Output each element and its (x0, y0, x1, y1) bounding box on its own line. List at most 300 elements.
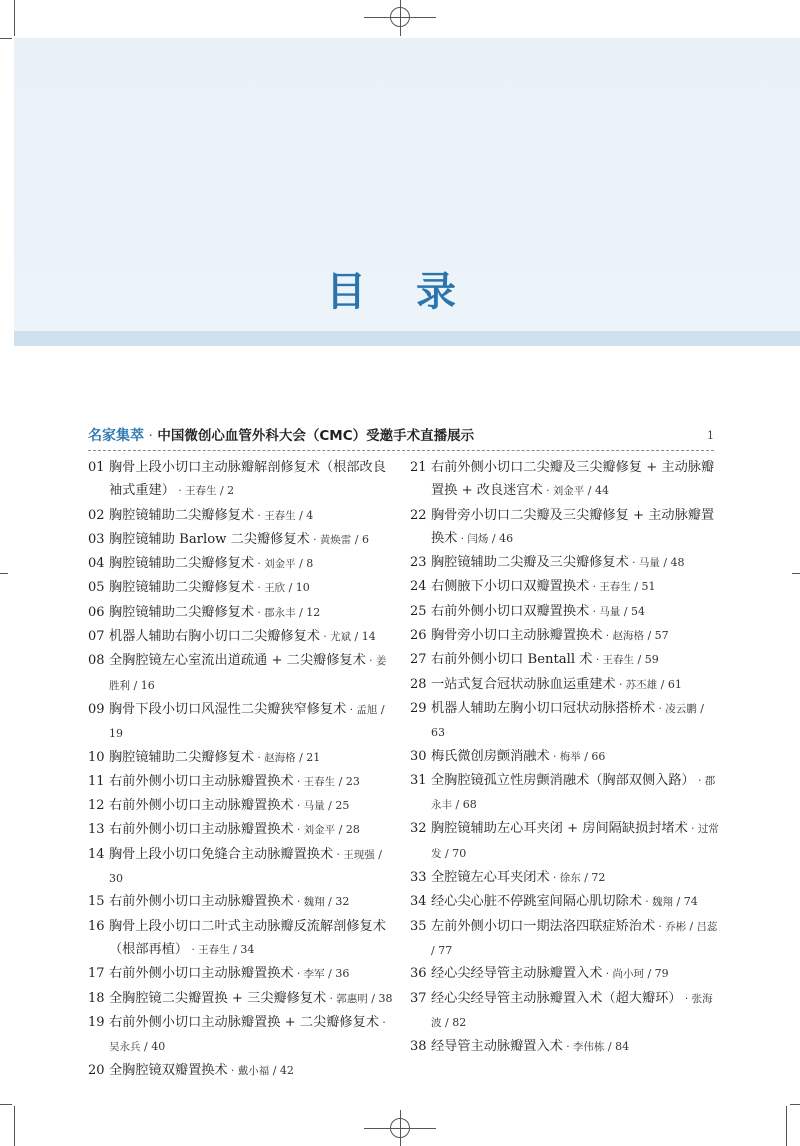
entry-page: 32 (335, 895, 350, 909)
entry-slash: / (335, 823, 346, 837)
entry-number: 14 (88, 846, 105, 862)
entry-page: 68 (462, 798, 477, 812)
entry-page: 2 (227, 484, 235, 498)
toc-entry (410, 600, 720, 624)
entry-text (431, 551, 720, 575)
entry-text (109, 818, 394, 842)
entry-text (109, 1011, 394, 1060)
entry-title: 左前外侧小切口一期法洛四联症矫治术 (431, 918, 656, 934)
entry-slash: / (324, 799, 336, 813)
entry-number: 30 (410, 748, 427, 764)
entry-title: 胸腔镜辅助二尖瓣及三尖瓣修复术 (431, 555, 629, 571)
toc-entry (410, 769, 720, 818)
entry-page: 66 (591, 749, 606, 763)
entry-number: 26 (410, 628, 427, 644)
entry-title: 一站式复合冠状动脉血运重建术 (431, 676, 616, 692)
entry-text (431, 962, 720, 986)
entry-separator: · (293, 775, 304, 788)
entry-separator: · (549, 872, 560, 885)
entry-author: 凌云鹏 (665, 702, 697, 715)
entry-separator: · (589, 581, 600, 594)
entry-author: 王春生 (198, 943, 230, 956)
entry-number: 34 (410, 894, 427, 910)
entry-author: 梅举 (559, 750, 581, 763)
entry-title: 右前外侧小切口主动脉瓣置换术 (109, 894, 294, 910)
entry-separator: · (589, 605, 600, 618)
entry-slash: / (452, 798, 463, 812)
entry-slash: / (295, 508, 307, 522)
entry-separator: · (254, 582, 265, 595)
toc-entry (88, 1059, 394, 1083)
entry-text (109, 890, 394, 914)
section-separator: · (148, 428, 153, 444)
entry-page: 72 (591, 871, 606, 885)
entry-separator: · (642, 896, 653, 909)
entry-slash: / (584, 484, 595, 498)
entry-separator: · (457, 532, 468, 545)
entry-page: 4 (306, 508, 314, 522)
entry-separator: · (655, 702, 666, 715)
entry-author: 王春生 (599, 581, 631, 594)
entry-text (431, 575, 720, 599)
entry-number: 36 (410, 966, 427, 982)
entry-author: 王春生 (602, 654, 634, 667)
entry-number: 25 (410, 603, 427, 619)
section-title: 中国微创心血管外科大会（CMC）受邀手术直播展示 (157, 428, 475, 444)
entry-author: 尤斌 (330, 631, 352, 644)
toc-entry (88, 890, 394, 914)
toc-entry (410, 987, 720, 1036)
entry-text (431, 1035, 720, 1059)
entry-page: 48 (670, 556, 685, 570)
entry-author: 马量 (303, 800, 325, 813)
entry-title: 胸骨上段小切口免缝合主动脉瓣置换术 (109, 846, 334, 862)
entry-text (431, 817, 720, 866)
entry-slash: / (324, 967, 336, 981)
toc-entry (88, 456, 394, 504)
crop-mark (0, 38, 12, 39)
entry-number: 16 (88, 918, 105, 934)
toc-entry (88, 818, 394, 842)
entry-slash: / (269, 1064, 280, 1078)
entry-text (431, 769, 720, 818)
entry-author: 马量 (638, 557, 660, 570)
entry-number: 27 (410, 652, 427, 668)
entry-text (109, 746, 394, 770)
entry-author: 王春生 (184, 485, 217, 498)
entry-author: 过常发 (431, 823, 719, 860)
entry-text (431, 697, 720, 745)
entry-page: 38 (378, 991, 393, 1005)
entry-number: 31 (410, 772, 427, 788)
entry-text (431, 890, 720, 914)
entry-slash: / (488, 531, 500, 545)
entry-slash: / (696, 701, 704, 715)
toc-entry (410, 817, 720, 866)
entry-number: 02 (88, 507, 105, 523)
entry-title: 胸腔镜辅助二尖瓣修复术 (109, 604, 255, 620)
entry-number: 33 (410, 870, 427, 886)
entry-slash: / (367, 991, 379, 1005)
entry-author: 郡永丰 (431, 774, 716, 812)
entry-slash: / (659, 556, 671, 570)
entry-page: 82 (452, 1015, 467, 1029)
entry-text (431, 624, 720, 648)
entry-title: 右前外侧小切口二尖瓣及三尖瓣修复 + 主动脉瓣置换 + 改良迷宫术 (431, 460, 715, 499)
entry-title: 全胸腔镜孤立性房颤消融术（胸部双侧入路） (431, 772, 695, 788)
toc-entry (88, 698, 394, 746)
entry-title: 胸腔镜辅助二尖瓣修复术 (109, 507, 255, 523)
entry-author: 刘金平 (552, 485, 585, 498)
entry-text (431, 987, 720, 1036)
entry-separator: · (326, 992, 337, 1005)
section-page-number: 1 (707, 429, 714, 442)
entry-slash: / (216, 484, 228, 498)
entry-slash: / (441, 1015, 453, 1029)
entry-text (109, 456, 394, 504)
entry-title: 胸腔镜辅助 Barlow 二尖瓣修复术 (109, 531, 310, 547)
entry-number: 06 (88, 604, 105, 620)
entry-separator: · (333, 848, 344, 861)
header-strip (14, 331, 800, 346)
entry-slash: / (580, 749, 592, 763)
entry-page: 70 (452, 846, 467, 860)
entry-author: 赵海格 (612, 630, 644, 643)
entry-page: 79 (654, 967, 669, 981)
entry-slash: / (229, 942, 241, 956)
entry-author: 戴小福 (237, 1065, 270, 1078)
entry-number: 05 (88, 580, 105, 596)
entry-title: 经心尖心脏不停跳室间隔心肌切除术 (431, 894, 642, 910)
entry-title: 右前外侧小切口主动脉瓣置换 + 二尖瓣修复术 (109, 1014, 379, 1030)
toc-entry (410, 745, 720, 769)
entry-author: 郭惠明 (336, 992, 368, 1005)
entry-separator: · (188, 943, 199, 956)
entry-author: 赵海格 (264, 751, 296, 764)
entry-slash: / (580, 871, 592, 885)
toc-entry (88, 987, 394, 1011)
toc-entry (410, 890, 720, 914)
entry-author: 李军 (303, 968, 325, 981)
entry-number: 13 (88, 822, 105, 838)
entry-separator: · (254, 509, 265, 522)
entry-author: 徐东 (559, 872, 581, 885)
toc-entry (88, 649, 394, 698)
entry-author: 张海波 (431, 992, 713, 1029)
entry-separator: · (694, 774, 705, 787)
toc-entry (88, 1011, 394, 1060)
entry-title: 机器人辅助左胸小切口冠状动脉搭桥术 (431, 700, 656, 716)
entry-text (109, 915, 394, 963)
entry-page: 84 (615, 1040, 630, 1054)
entry-text (109, 698, 394, 746)
entry-slash: / (324, 895, 336, 909)
entry-number: 29 (410, 700, 427, 716)
entry-slash: / (377, 702, 385, 716)
entry-separator: · (254, 558, 265, 571)
entry-slash: / (130, 678, 141, 692)
entry-separator: · (681, 992, 692, 1005)
entry-text (431, 600, 720, 624)
entry-page: 34 (240, 942, 255, 956)
entry-number: 23 (410, 555, 427, 571)
entry-slash: / (634, 653, 645, 667)
toc-entry (88, 962, 394, 986)
entry-author: 王春生 (264, 509, 296, 522)
entry-author: 魏翔 (652, 896, 674, 909)
entry-title: 右侧腋下小切口双瓣置换术 (431, 579, 590, 595)
entry-slash: / (335, 774, 346, 788)
entry-separator: · (309, 533, 320, 546)
entry-title: 经导管主动脉瓣置入术 (431, 1039, 563, 1055)
entry-title: 右前外侧小切口主动脉瓣置换术 (109, 798, 294, 814)
entry-number: 04 (88, 556, 105, 572)
entry-page: 19 (109, 727, 123, 741)
entry-page: 30 (109, 872, 123, 886)
crop-mark (14, 1106, 15, 1146)
entry-text (109, 962, 394, 986)
entry-text (109, 794, 394, 818)
entry-number: 18 (88, 990, 105, 1006)
crop-mark (14, 0, 15, 36)
entry-title: 胸骨上段小切口二叶式主动脉瓣反流解剖修复术（根部再植） (109, 918, 386, 957)
entry-page: 44 (594, 484, 609, 498)
entry-author: 王春生 (303, 775, 336, 788)
entry-title: 胸腔镜辅助二尖瓣修复术 (109, 580, 255, 596)
entry-slash: / (441, 846, 453, 860)
toc-left-column (88, 456, 394, 1084)
entry-separator: · (592, 654, 603, 667)
entry-page: 46 (499, 531, 514, 545)
entry-text (109, 625, 394, 649)
entry-page: 42 (279, 1064, 294, 1078)
entry-slash: / (351, 532, 362, 546)
entry-page: 8 (306, 557, 314, 571)
entry-text (431, 745, 720, 769)
entry-separator: · (655, 920, 666, 933)
toc-entry (410, 962, 720, 986)
toc-entry (410, 648, 720, 672)
entry-slash: / (643, 967, 655, 981)
entry-slash: / (620, 604, 631, 618)
entry-page: 77 (438, 943, 453, 957)
entry-separator: · (628, 557, 639, 570)
toc-entry (88, 746, 394, 770)
entry-page: 23 (345, 774, 360, 788)
entry-author: 马量 (599, 605, 621, 618)
entry-separator: · (174, 485, 185, 498)
toc-entry (410, 504, 720, 552)
entry-author: 黄焕雷 (319, 533, 352, 546)
entry-number: 38 (410, 1039, 427, 1055)
entry-separator: · (254, 606, 265, 619)
entry-slash: / (604, 1040, 616, 1054)
entry-title: 经心尖经导管主动脉瓣置入术（超大瓣环） (431, 990, 682, 1006)
entry-number: 20 (88, 1063, 105, 1079)
crop-mark (792, 573, 800, 574)
entry-title: 胸骨下段小切口风湿性二尖瓣狭窄修复术 (109, 701, 347, 717)
entry-number: 12 (88, 798, 105, 814)
entry-page: 63 (431, 726, 445, 740)
entry-slash: / (295, 557, 307, 571)
crop-mark (0, 573, 8, 574)
entry-page: 12 (306, 605, 321, 619)
entry-separator: · (293, 800, 304, 813)
entry-title: 胸腔镜辅助二尖瓣修复术 (109, 749, 255, 765)
toc-entry (88, 794, 394, 818)
entry-slash: / (285, 581, 296, 595)
toc-entry (88, 528, 394, 552)
entry-text (431, 673, 720, 697)
entry-separator: · (562, 1041, 573, 1054)
entry-number: 24 (410, 579, 427, 595)
entry-number: 37 (410, 990, 427, 1006)
page-title: 目 录 (326, 268, 474, 315)
entry-text (109, 552, 394, 576)
crop-mark (790, 1104, 800, 1105)
entry-title: 机器人辅助右胸小切口二尖瓣修复术 (109, 629, 320, 645)
entry-page: 6 (361, 532, 369, 546)
entry-number: 19 (88, 1014, 105, 1030)
section-divider (88, 450, 714, 451)
entry-page: 14 (361, 630, 376, 644)
toc-entry (88, 552, 394, 576)
entry-page: 25 (335, 799, 350, 813)
section-heading (88, 425, 714, 447)
entry-author: 尚小珂 (612, 968, 644, 981)
entry-number: 21 (410, 460, 427, 475)
section-series: 名家集萃 (88, 428, 144, 444)
entry-slash: / (295, 605, 307, 619)
entry-title: 全胸腔镜左心室流出道疏通 + 二尖瓣修复术 (109, 653, 366, 669)
toc-entry (410, 1035, 720, 1059)
entry-author: 李伟栋 (572, 1041, 605, 1054)
entry-page: 61 (667, 677, 682, 691)
entry-author: 吴永兵 (109, 1041, 141, 1054)
entry-page: 28 (345, 823, 360, 837)
registration-mark-icon (390, 7, 410, 27)
entry-title: 右前外侧小切口双瓣置换术 (431, 603, 590, 619)
entry-separator: · (615, 678, 626, 691)
entry-slash: / (295, 750, 307, 764)
entry-page: 36 (335, 967, 350, 981)
entry-separator: · (602, 968, 613, 981)
entry-text (109, 770, 394, 794)
toc-entry (410, 551, 720, 575)
entry-author: 闫炀 (467, 532, 489, 545)
entry-separator: · (687, 823, 698, 836)
entry-text (109, 504, 394, 528)
entry-number: 03 (88, 531, 105, 547)
toc-entry (410, 456, 720, 504)
entry-slash: / (643, 629, 655, 643)
entry-number: 22 (410, 507, 427, 523)
entry-page: 10 (295, 581, 310, 595)
entry-text (431, 504, 720, 552)
entry-title: 经心尖经导管主动脉瓣置入术 (431, 966, 603, 982)
entry-author: 王欣 (264, 582, 286, 595)
toc-entry (410, 915, 720, 963)
entry-slash: / (673, 895, 684, 909)
entry-text (109, 987, 394, 1011)
entry-title: 胸腔镜辅助二尖瓣修复术 (109, 556, 255, 572)
entry-separator: · (542, 485, 553, 498)
entry-page: 57 (654, 629, 669, 643)
entry-text (431, 866, 720, 890)
toc-entry (88, 576, 394, 600)
crop-mark (786, 1106, 787, 1146)
crop-mark (0, 1104, 12, 1105)
entry-text (109, 843, 394, 891)
entry-author: 魏翔 (303, 896, 325, 909)
entry-text (431, 648, 720, 672)
entry-number: 35 (410, 918, 427, 934)
entry-number: 07 (88, 629, 105, 645)
entry-title: 右前外侧小切口主动脉瓣置换术 (109, 822, 294, 838)
entry-slash: / (431, 943, 439, 957)
entry-title: 胸骨旁小切口二尖瓣及三尖瓣修复 + 主动脉瓣置换术 (431, 507, 715, 546)
toc-entry (410, 624, 720, 648)
entry-text (109, 601, 394, 625)
entry-text (109, 1059, 394, 1083)
entry-page: 16 (140, 678, 155, 692)
toc-entry (88, 843, 394, 891)
entry-page: 54 (630, 604, 645, 618)
entry-number: 11 (88, 773, 105, 789)
entry-author: 苏丕雄 (625, 678, 658, 691)
entry-author: 刘金平 (303, 824, 336, 837)
entry-author: 刘金平 (264, 558, 296, 571)
entry-number: 08 (88, 653, 105, 669)
registration-mark-icon (390, 1118, 410, 1138)
entry-number: 28 (410, 676, 427, 692)
toc-entry (88, 770, 394, 794)
entry-title: 胸腔镜辅助左心耳夹闭 + 房间隔缺损封堵术 (431, 821, 688, 837)
entry-separator: · (602, 630, 613, 643)
entry-number: 01 (88, 460, 105, 475)
entry-text (109, 576, 394, 600)
entry-title: 胸骨上段小切口主动脉瓣解剖修复术（根部改良袖式重建） (109, 460, 386, 499)
entry-separator: · (379, 1016, 386, 1029)
entry-text (109, 649, 394, 698)
entry-slash: / (374, 847, 382, 861)
entry-slash: / (657, 677, 668, 691)
toc-entry (88, 601, 394, 625)
entry-text (431, 915, 720, 963)
entry-page: 40 (151, 1040, 166, 1054)
entry-separator: · (549, 750, 560, 763)
toc-right-column (410, 456, 720, 1059)
toc-entry (410, 866, 720, 890)
entry-title: 全胸腔镜二尖瓣置换 + 三尖瓣修复术 (109, 990, 327, 1006)
entry-title: 全腔镜左心耳夹闭术 (431, 870, 550, 886)
entry-title: 全胸腔镜双瓣置换术 (109, 1063, 228, 1079)
entry-title: 右前外侧小切口主动脉瓣置换术 (109, 773, 294, 789)
toc-entry (88, 915, 394, 963)
entry-slash: / (351, 630, 362, 644)
entry-page: 74 (683, 895, 698, 909)
entry-author: 孟旭 (356, 703, 378, 716)
toc-entry (88, 625, 394, 649)
toc-entry (410, 697, 720, 745)
entry-number: 15 (88, 894, 105, 910)
entry-title: 右前外侧小切口 Bentall 术 (431, 652, 593, 668)
entry-text (431, 456, 720, 504)
entry-page: 59 (644, 653, 659, 667)
entry-text (109, 528, 394, 552)
entry-separator: · (365, 655, 376, 668)
entry-page: 21 (306, 750, 321, 764)
